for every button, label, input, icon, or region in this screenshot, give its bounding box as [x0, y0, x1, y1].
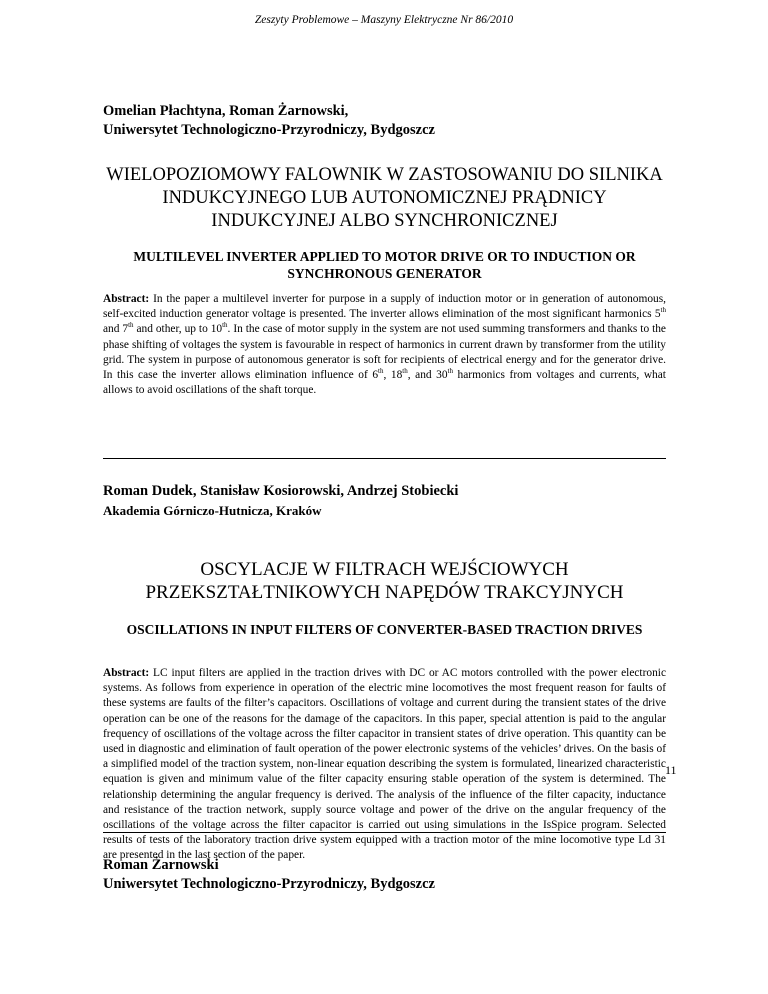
abstract-text: . In the case of motor supply in the system are not used summing transformers and thanks to the phase shifting of voltages the system is favourable in respect of harmonics in current drawn by transformer from the utility grid. The system in purpose of autonomous generator is soft for recipients of electrical energy and for the generator drive. In this case the inverter allows elimination influence of 6	[103, 323, 666, 382]
article-2-title-en: OSCILLATIONS IN INPUT FILTERS OF CONVERTER-BASED TRACTION DRIVES	[126, 622, 643, 637]
article-2-affiliation: Akademia Górniczo-Hutnicza, Kraków	[103, 503, 322, 518]
article-3-authors: Roman Żarnowski	[103, 857, 219, 873]
superscript: th	[447, 367, 453, 376]
section-divider-2	[103, 832, 666, 833]
abstract-text: LC input filters are applied in the traction drives with DC or AC motors controlled with the power electronic systems. As follows from experience in operation of the electric mine locomotives the most frequent reason for faults of these systems are faults of the filter’s capacitors. Oscillations of voltage and current during the transient states of the drive operation can be one of the reasons for the damage of the capacitors. In this paper, special attention is paid to the angular frequency of oscillations of the voltage across the filter capacitor in transient states of drive operation. This quantity can be used in diagnostic and elimination of fault operation of the power electronic systems of the vehicles’ drives. On the basis of a simplified model of the traction system, non-linear equation describing the system is formulated, linearized characteristic equation is given and minimum value of the filter capacity ensuring stable operation of the system is determined. The relationship determining the angular frequency is derived. The analysis of the influence of the filter capacity, inductance and resistance of the traction network, supply source voltage and power of the drive on the angular frequency of the oscillations of the voltage across the filter capacitor is carried out using simulations in the IsSpice program. Selected results of tests of the laboratory traction drive system equipped with a traction motor of the mine locomotive type Ld 31 are presented in the last section of the paper.	[103, 667, 666, 862]
abstract-text: and 7	[103, 323, 129, 336]
abstract-text: In the paper a multilevel inverter for purpose in a supply of induction motor or in generation of autonomous, self-excited induction generator voltage is presented. The inverter allows elimination of the most significant harmonics 5	[103, 293, 666, 321]
article-3-affiliation: Uniwersytet Technologiczno-Przyrodniczy, Bydgoszcz	[103, 876, 435, 892]
abstract-text: , and 30	[407, 369, 448, 382]
superscript: th	[660, 306, 666, 315]
abstract-label: Abstract:	[103, 667, 150, 679]
running-header: Zeszyty Problemowe – Maszyny Elektryczne Nr 86/2010	[254, 14, 514, 26]
article-1-byline	[103, 102, 666, 140]
section-divider-1	[103, 458, 666, 459]
article-1-title-pl: WIELOPOZIOMOWY FALOWNIK W ZASTOSOWANIU DO SILNIKA INDUKCYJNEGO LUB AUTONOMICZNEJ PRĄDNICY INDUKCYJNEJ ALBO SYNCHRONICZNEJ	[106, 165, 663, 231]
abstract-text: , 18	[383, 369, 403, 382]
article-1-authors: Omelian Płachtyna, Roman Żarnowski,	[103, 103, 349, 119]
article-1-affiliation: Uniwersytet Technologiczno-Przyrodniczy, Bydgoszcz	[103, 122, 435, 138]
superscript: th	[402, 367, 408, 376]
abstract-text: and other, up to 10	[133, 323, 223, 336]
article-1-abstract	[103, 292, 666, 398]
article-2-byline	[103, 482, 666, 520]
page-number: 11	[665, 763, 677, 777]
article-2-authors: Roman Dudek, Stanisław Kosiorowski, Andrzej Stobiecki	[103, 483, 459, 499]
superscript: th	[128, 321, 134, 330]
article-3-byline	[103, 856, 666, 894]
abstract-text: harmonics from voltages and currents, what allows to avoid oscillations of the shaft torque.	[103, 369, 666, 397]
superscript: th	[222, 321, 228, 330]
superscript: th	[378, 367, 384, 376]
article-2-abstract	[103, 666, 666, 864]
article-2-title-pl: OSCYLACJE W FILTRACH WEJŚCIOWYCH PRZEKSZTAŁTNIKOWYCH NAPĘDÓW TRAKCYJNYCH	[145, 559, 624, 603]
abstract-label: Abstract:	[103, 293, 150, 305]
article-1-title-en: MULTILEVEL INVERTER APPLIED TO MOTOR DRIVE OR TO INDUCTION OR SYNCHRONOUS GENERATOR	[133, 249, 636, 281]
